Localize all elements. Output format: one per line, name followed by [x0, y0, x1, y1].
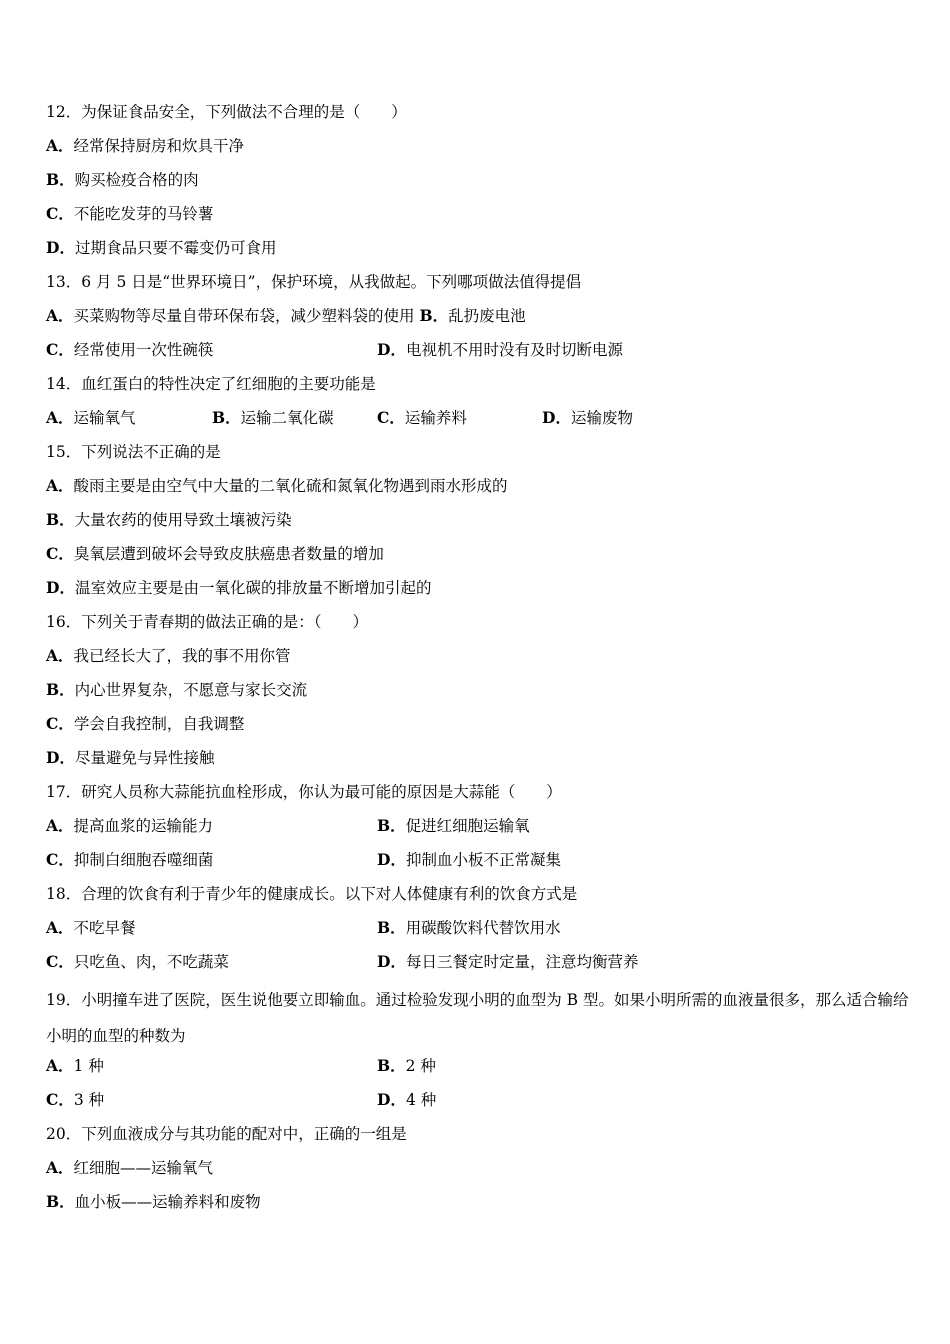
question-13-option-b: B．乱扔废电池 — [419, 306, 526, 325]
question-14-option-b: B．运输二氧化碳 — [212, 408, 334, 427]
question-13-option-a: A．买菜购物等尽量自带环保布袋，减少塑料袋的使用 — [46, 306, 415, 325]
question-18-options-ab — [46, 914, 916, 948]
question-15-option-b: B．大量农药的使用导致土壤被污染 — [46, 510, 292, 529]
question-16-option-c: C．学会自我控制，自我调整 — [46, 714, 245, 733]
question-14-option-a: A．运输氧气 — [46, 408, 136, 427]
question-18-stem: 18．合理的饮食有利于青少年的健康成长。以下对人体健康有利的饮食方式是 — [46, 885, 578, 903]
question-18-option-d: D．每日三餐定时定量，注意均衡营养 — [377, 952, 639, 971]
question-17-option-d: D．抑制血小板不正常凝集 — [377, 850, 561, 869]
question-16-option-a: A．我已经长大了，我的事不用你管 — [46, 646, 291, 665]
question-20-stem: 20．下列血液成分与其功能的配对中，正确的一组是 — [46, 1125, 407, 1143]
question-17-option-b: B．促进红细胞运输氧 — [377, 816, 530, 835]
question-19-option-d: D．4 种 — [377, 1090, 437, 1109]
question-19-stem: 19．小明撞车进了医院，医生说他要立即输血。通过检验发现小明的血型为 B 型。如果小明所需的血液量很多，那么适合输给小明的血型的种数为 — [46, 991, 909, 1045]
question-20-option-b: B．血小板——运输养料和废物 — [46, 1192, 261, 1211]
question-12-option-c: C．不能吃发芽的马铃薯 — [46, 204, 214, 223]
question-14-options — [46, 404, 916, 438]
question-17-stem: 17．研究人员称大蒜能抗血栓形成，你认为最可能的原因是大蒜能（ ） — [46, 783, 562, 801]
question-14-option-c: C．运输养料 — [377, 408, 467, 427]
question-12-option-d: D．过期食品只要不霉变仍可食用 — [46, 238, 277, 257]
question-15-option-a: A．酸雨主要是由空气中大量的二氧化硫和氮氧化物遇到雨水形成的 — [46, 476, 508, 495]
question-19-option-b: B．2 种 — [377, 1056, 436, 1075]
question-12-option-a: A．经常保持厨房和炊具干净 — [46, 136, 245, 155]
question-19-options-cd — [46, 1086, 916, 1120]
question-13-options-cd — [46, 336, 916, 370]
question-13-options-ab — [46, 302, 916, 336]
question-19-options-ab — [46, 1052, 916, 1086]
question-18-option-a: A．不吃早餐 — [46, 918, 136, 937]
question-14-stem: 14．血红蛋白的特性决定了红细胞的主要功能是 — [46, 375, 376, 393]
question-15-option-c: C．臭氧层遭到破坏会导致皮肤癌患者数量的增加 — [46, 544, 384, 563]
question-17-option-c: C．抑制白细胞吞噬细菌 — [46, 850, 214, 869]
question-16-stem: 16．下列关于青春期的做法正确的是：（ ） — [46, 613, 368, 631]
question-17-options-ab — [46, 812, 916, 846]
question-18-option-b: B．用碳酸饮料代替饮用水 — [377, 918, 561, 937]
question-19-option-a: A．1 种 — [46, 1056, 104, 1075]
question-17-option-a: A．提高血浆的运输能力 — [46, 816, 214, 835]
question-13-option-d: D．电视机不用时没有及时切断电源 — [377, 340, 623, 359]
question-13-stem: 13．6 月 5 日是“世界环境日”，保护环境，从我做起。下列哪项做法值得提倡 — [46, 273, 582, 291]
question-13-option-c: C．经常使用一次性碗筷 — [46, 340, 214, 359]
question-14-option-d: D．运输废物 — [542, 408, 633, 427]
question-19-option-c: C．3 种 — [46, 1090, 105, 1109]
question-15-option-d: D．温室效应主要是由一氧化碳的排放量不断增加引起的 — [46, 578, 432, 597]
exam-page — [46, 98, 916, 1222]
question-17-options-cd — [46, 846, 916, 880]
question-18-option-c: C．只吃鱼、肉，不吃蔬菜 — [46, 952, 229, 971]
question-16-option-d: D．尽量避免与异性接触 — [46, 748, 215, 767]
question-12-stem: 12．为保证食品安全，下列做法不合理的是（ ） — [46, 103, 407, 121]
question-18-options-cd — [46, 948, 916, 982]
question-16-option-b: B．内心世界复杂，不愿意与家长交流 — [46, 680, 308, 699]
question-12-option-b: B．购买检疫合格的肉 — [46, 170, 199, 189]
question-15-stem: 15．下列说法不正确的是 — [46, 443, 221, 461]
question-20-option-a: A．红细胞——运输氧气 — [46, 1158, 214, 1177]
